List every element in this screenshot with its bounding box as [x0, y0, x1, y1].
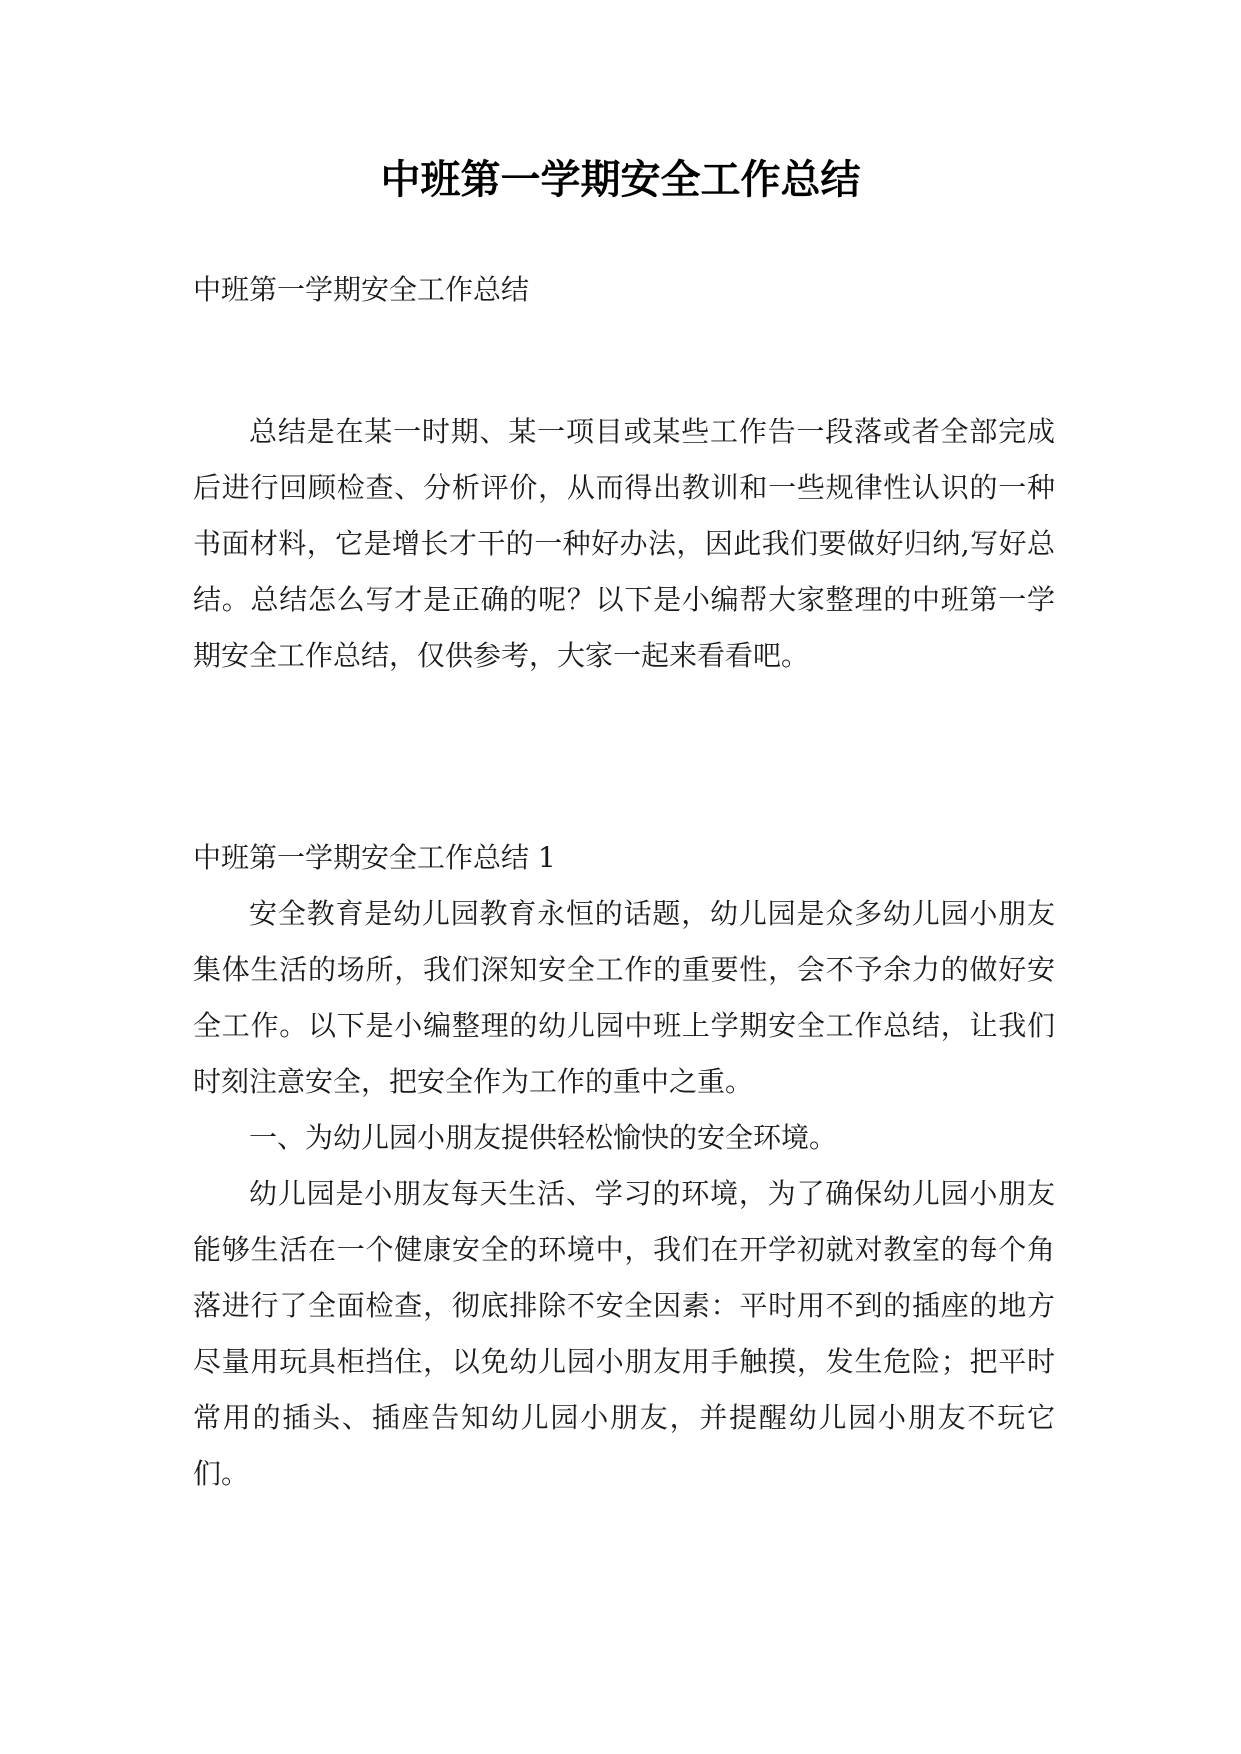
- intro-paragraph: 总结是在某一时期、某一项目或某些工作告一段落或者全部完成后进行回顾检查、分析评价，从而得出教训和一些规律性认识的一种书面材料，它是增长才干的一种好办法，因此我们要做好归纳,写好总结。总结怎么写才是正确的呢？以下是小编帮大家整理的中班第一学期安全工作总结，仅供参考，大家一起来看看吧。: [193, 415, 1055, 672]
- intro-block: [193, 404, 1055, 684]
- section-1-paragraph: 安全教育是幼儿园教育永恒的话题，幼儿园是众多幼儿园小朋友集体生活的场所，我们深知安全工作的重要性，会不予余力的做好安全工作。以下是小编整理的幼儿园中班上学期安全工作总结，让我们时刻注意安全，把安全作为工作的重中之重。: [193, 897, 1055, 1098]
- document-subtitle-block: [193, 262, 1055, 318]
- section-1-paragraph: 幼儿园是小朋友每天生活、学习的环境，为了确保幼儿园小朋友能够生活在一个健康安全的环境中，我们在开学初就对教室的每个角落进行了全面检查，彻底排除不安全因素：平时用不到的插座的地方尽量用玩具柜挡住，以免幼儿园小朋友用手触摸，发生危险；把平时常用的插头、插座告知幼儿园小朋友，并提醒幼儿园小朋友不玩它们。: [193, 1177, 1055, 1490]
- document-title: 中班第一学期安全工作总结: [380, 157, 861, 203]
- section-1-heading: 中班第一学期安全工作总结 1: [193, 841, 556, 874]
- section-1: [193, 830, 1055, 1502]
- section-1-point-heading: 一、为幼儿园小朋友提供轻松愉快的安全环境。: [249, 1121, 838, 1154]
- document-subtitle: 中班第一学期安全工作总结: [193, 273, 530, 306]
